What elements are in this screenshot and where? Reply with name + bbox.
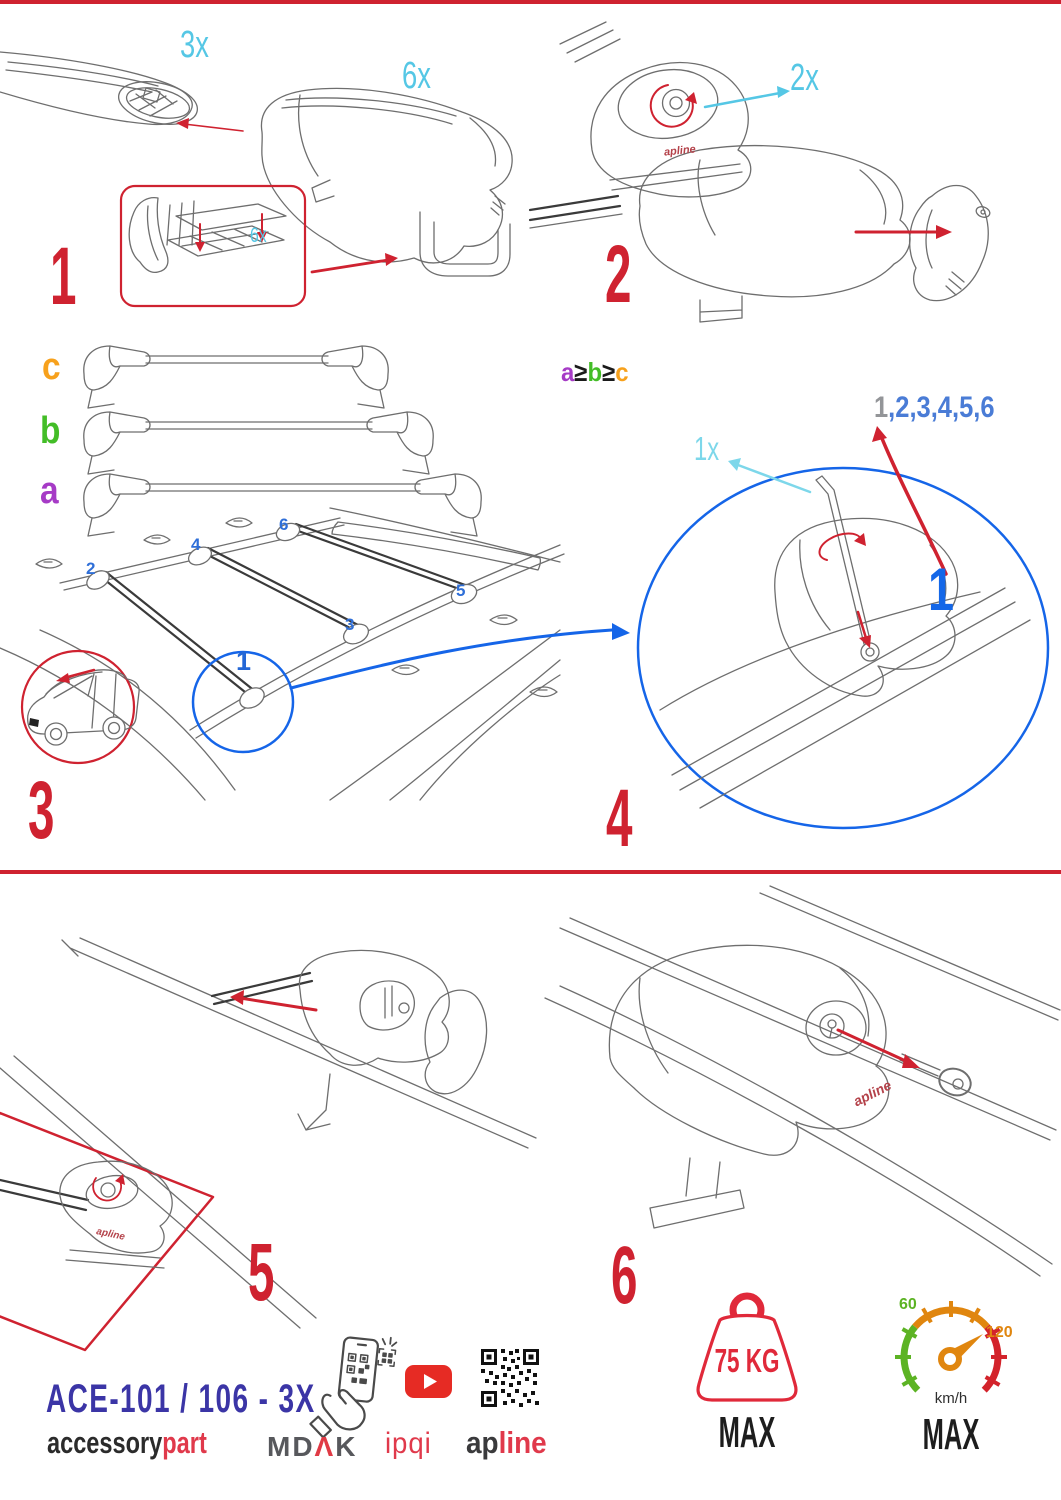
step5-step6-illustration: [0, 878, 1061, 1360]
sequence-first: 1: [874, 391, 889, 424]
section-divider-2: [0, 870, 1061, 874]
ipqi-logo: ipqi: [385, 1427, 432, 1460]
size-b-label: b: [40, 410, 61, 452]
rule-c: c: [615, 357, 629, 387]
step1-step2-illustration: [0, 0, 1061, 322]
rule-b: b: [587, 357, 603, 387]
foot-quantity-label: 6x: [402, 55, 431, 97]
apline-ap: ap: [466, 1425, 499, 1460]
step4-number: 4: [606, 773, 633, 864]
speed-max-label: MAX: [922, 1410, 980, 1459]
accessorypart-red: part: [162, 1425, 207, 1460]
lock-quantity-label: 2x: [790, 57, 819, 99]
mdak-md: MD: [267, 1431, 315, 1462]
roof-position-4: 4: [191, 535, 201, 554]
car-direction-inset: [22, 651, 139, 763]
sequence-rest: ,2,3,4,5,6: [888, 391, 995, 424]
rule-a: a: [561, 357, 575, 387]
lock-foot-drawing: [560, 22, 751, 197]
step1-number: 1: [50, 231, 77, 322]
pad-detail-inset: [121, 186, 305, 306]
step6-number: 6: [611, 1230, 638, 1321]
bar-size-options: [84, 346, 481, 536]
mdak-k: K: [335, 1431, 358, 1462]
apline-line: line: [498, 1425, 547, 1460]
tightening-detail: [638, 468, 1048, 828]
roof-position-3: 3: [345, 615, 355, 634]
bar-quantity-label: 3x: [180, 24, 209, 66]
speed-unit-label: km/h: [934, 1390, 968, 1407]
section-divider-1: [0, 0, 1061, 4]
tool-quantity-label: 1x: [694, 430, 720, 467]
weight-max-label: MAX: [718, 1408, 776, 1457]
speed-high-label: 120: [986, 1324, 1013, 1341]
tighten-sequence-label: [874, 393, 995, 423]
roof-position-5: 5: [456, 581, 466, 600]
size-c-label: c: [42, 346, 61, 388]
apline-foot-logo-step6: apline: [850, 1076, 894, 1110]
roof-position-1: 1: [236, 646, 252, 676]
speed-low-label: 60: [899, 1296, 917, 1313]
apline-foot-logo: apline: [663, 143, 697, 159]
mdak-logo: [267, 1433, 357, 1461]
scan-qr-phone-icon: [312, 1332, 392, 1434]
rule-ge-1: ≥: [574, 357, 588, 387]
key-lock-drawing: [545, 886, 1060, 1276]
apline-foot-logo-inset: apline: [95, 1226, 126, 1243]
step3-number: 3: [28, 765, 55, 856]
position-callout: 1: [928, 556, 955, 623]
mdak-lambda: Λ: [314, 1431, 336, 1462]
roof-position-2: 2: [86, 559, 96, 578]
accessorypart-black: accessory: [47, 1425, 163, 1460]
rule-ge-2: ≥: [602, 357, 616, 387]
step5-number: 5: [248, 1227, 275, 1318]
youtube-icon: [405, 1365, 452, 1398]
step2-number: 2: [605, 229, 632, 320]
pad-quantity-label: 6x: [250, 224, 267, 247]
size-a-label: a: [40, 470, 59, 512]
qr-code: [481, 1349, 539, 1407]
accessorypart-logo: [47, 1427, 207, 1458]
apline-logo: [466, 1427, 547, 1458]
size-rule-label: [561, 359, 629, 385]
crossbar-end-drawing: [0, 52, 201, 131]
foot-drawing: [261, 88, 512, 276]
roof-position-6: 6: [279, 515, 289, 534]
product-model: ACE-101 / 106 - 3X: [46, 1377, 316, 1421]
bar-endcap-assembly-drawing: [530, 143, 991, 322]
max-weight-value: 75 KG: [714, 1342, 780, 1379]
